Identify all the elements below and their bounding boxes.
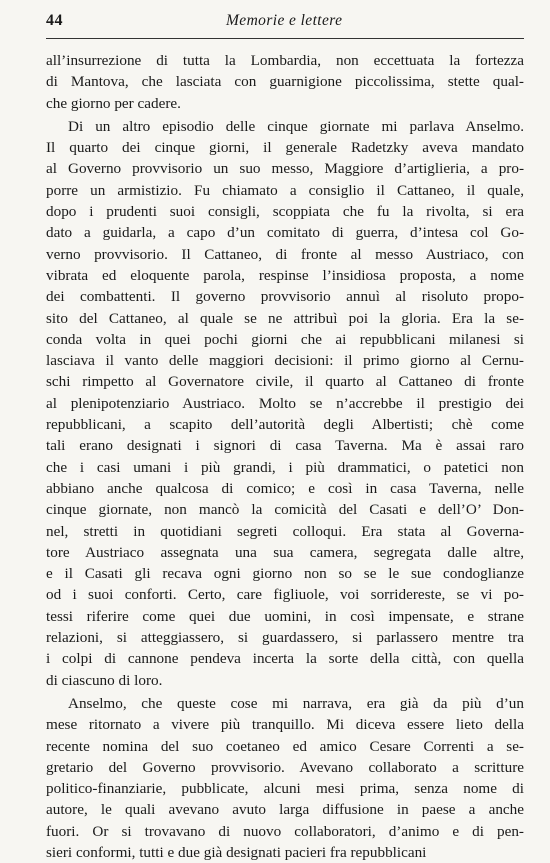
page-number: 44: [46, 12, 63, 29]
text-line: conda volta in quei pochi giorni che ai repubblicani milanesi si: [46, 330, 524, 348]
text-line: cinque giornate, non mancò la comicità del Casati e dell’O’ Don-: [46, 501, 524, 519]
text-line: gretario del Governo provvisorio. Avevano collaborato a scritture: [46, 758, 524, 776]
text-line: schi rimpetto al Governatore civile, il quarto al Cattaneo di fronte: [46, 373, 524, 391]
text-line: i colpi di cannone pendeva incerta la sorte della città, con quella: [46, 650, 524, 668]
text-line: mese ritornato a vivere più tranquillo. Mi diceva essere lieto della: [46, 716, 524, 734]
text-line: tore Austriaco assegnata una sua camera, segregata dalle altre,: [46, 543, 524, 561]
body-text: [46, 50, 524, 863]
text-line: sito del Cattaneo, al quale se ne attribuì poi la gloria. Era la se-: [46, 309, 524, 327]
paragraph: [46, 693, 524, 863]
text-line: dopo i prudenti suoi consigli, scoppiata che fu la rivolta, si era: [46, 203, 524, 221]
text-line: sieri conformi, tutti e due già designati pacieri fra repubblicani: [46, 843, 427, 861]
paragraph: [46, 50, 524, 114]
text-line: lasciava il vanto delle maggiori decisioni: il primo giorno al Cernu-: [46, 352, 524, 370]
header-rule: [46, 38, 524, 39]
text-line: od i suoi conforti. Certo, care figliuole, voi sorridereste, se vi po-: [46, 586, 524, 604]
paragraph: [46, 116, 524, 691]
text-line: tessi riferire come quei due uomini, in così impensate, e strane: [46, 607, 524, 625]
text-line: di Mantova, che lasciata con guarnigione piccolissima, stette qual-: [46, 73, 524, 91]
text-line: recente nomina del suo coetaneo ed amico Cesare Correnti a se-: [46, 737, 524, 755]
text-line: al Governo provvisorio un suo messo, Maggiore d’artiglieria, a pro-: [46, 160, 524, 178]
text-line: abbiano anche qualcosa di comico; e così in casa Taverna, nelle: [46, 479, 524, 497]
text-line: dei combattenti. Il governo provvisorio annuì al risoluto propo-: [46, 288, 524, 306]
text-line: fuori. Or si trovavano di nuovo collaboratori, d’animo e di pen-: [46, 822, 524, 840]
text-line: repubblicani, a scapito dell’autorità degli Albertisti; chè come: [46, 416, 524, 434]
text-line: tali erano designati i signori di casa Taverna. Ma è assai raro: [46, 437, 524, 455]
text-line: al plenipotenziario Austriaco. Molto se n’accrebbe il prestigio dei: [46, 394, 524, 412]
text-line: Di un altro episodio delle cinque giornate mi parlava Anselmo.: [68, 117, 524, 135]
text-line: dato a guidarla, a capo d’un comitato di guerra, d’intesa col Go-: [46, 224, 524, 242]
text-line: che i casi umani i più grandi, i più drammatici, o patetici non: [46, 458, 524, 476]
page-header: [46, 12, 524, 36]
text-line: all’insurrezione di tutta la Lombardia, non eccettuata la fortezza: [46, 52, 524, 69]
text-line: relazioni, si atteggiassero, si guardassero, si parlassero mentre tra: [46, 629, 524, 647]
text-line: di ciascuno di loro.: [46, 671, 163, 689]
text-line: nel, stretti in quotidiani segreti colloqui. Era stata al Governa-: [46, 522, 524, 540]
text-line: e il Casati gli recava ogni giorno non so se le sue condoglianze: [46, 565, 524, 583]
text-line: Anselmo, che queste cose mi narrava, era già da più d’un: [68, 694, 524, 712]
text-line: vibrata ed eloquente parola, respinse l’insidiosa proposta, a nome: [46, 266, 524, 284]
text-line: porre un armistizio. Fu chiamato a consiglio il Cattaneo, il quale,: [46, 181, 524, 199]
text-line: che giorno per cadere.: [46, 94, 181, 112]
running-head: Memorie e lettere: [226, 12, 343, 29]
text-line: autore, le quali avevano avuto larga diffusione in paese a anche: [46, 801, 524, 819]
text-line: Il quarto dei cinque giorni, il generale Radetzky aveva mandato: [46, 139, 524, 157]
text-line: verno provvisorio. Il Cattaneo, di fronte al messo Austriaco, con: [46, 245, 524, 263]
text-line: politico-finanziarie, pubblicate, alcuni mesi prima, senza nome di: [46, 780, 524, 798]
